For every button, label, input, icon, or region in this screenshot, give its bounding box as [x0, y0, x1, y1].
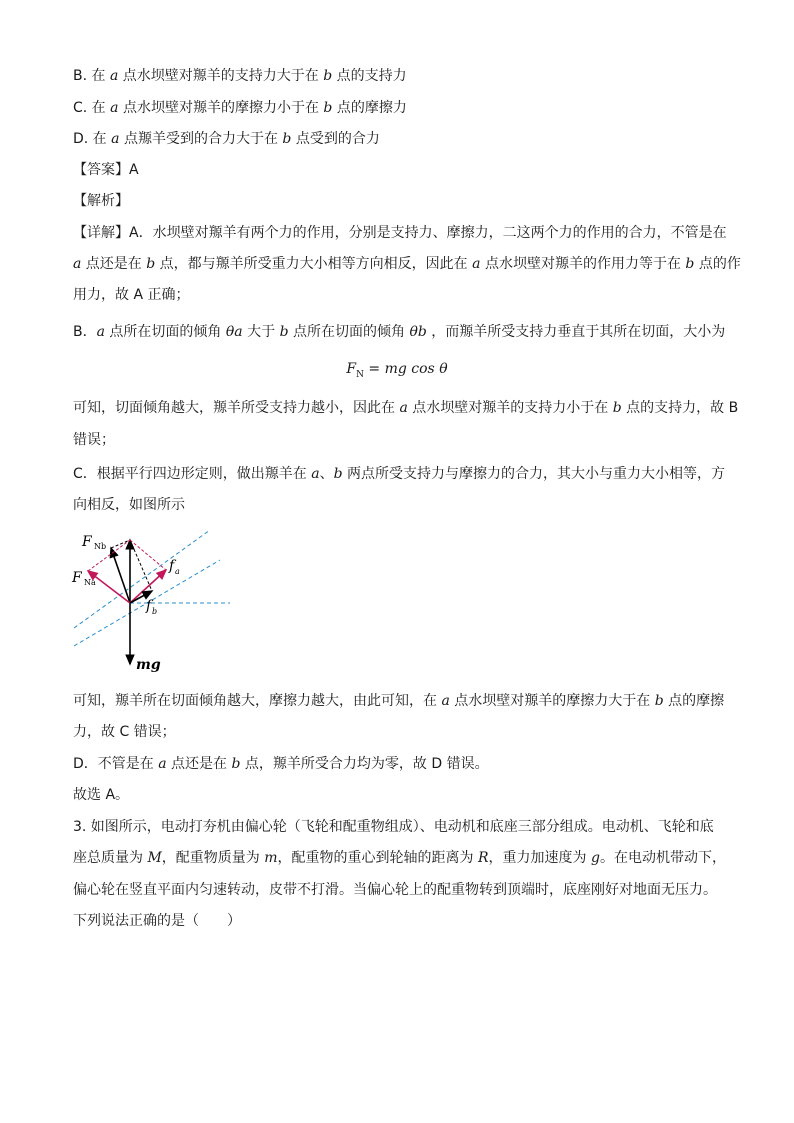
- var-a: a: [73, 256, 82, 272]
- theta-b: θb: [409, 324, 427, 340]
- text: 点水坝壁对羱羊的摩擦力大于在: [449, 693, 655, 709]
- var-a: a: [399, 400, 408, 416]
- force-diagram: [70, 528, 235, 678]
- label-f-b: f: [146, 598, 152, 614]
- var-a: a: [111, 131, 120, 147]
- var-b: b: [146, 256, 156, 272]
- text: 座总质量为: [73, 850, 148, 866]
- var-a: a: [472, 256, 481, 272]
- text: 点还是在: [166, 756, 232, 772]
- detail-line-2: [73, 254, 741, 274]
- var-b: b: [685, 256, 695, 272]
- detail-b-line-1: [73, 322, 725, 342]
- var-b: b: [323, 100, 333, 116]
- q3-line-2: [73, 848, 726, 868]
- var-a: a: [110, 100, 119, 116]
- option-d: [73, 129, 380, 149]
- var-a: a: [96, 324, 105, 340]
- var-m: m: [264, 850, 278, 866]
- formula-rest: = mg cos θ: [363, 361, 448, 377]
- var-a: a: [109, 68, 119, 84]
- var-a: a: [311, 466, 320, 482]
- text: 可知，切面倾角越大，羱羊所受支持力越小，因此在: [73, 400, 400, 416]
- text: 可知，羱羊所在切面倾角越大，摩擦力越大，由此可知，在: [73, 693, 442, 709]
- detail-c-line-3: [73, 691, 724, 711]
- text: 点的支持力，故 B: [621, 400, 739, 416]
- option-c-text: 点的摩擦力: [332, 100, 407, 116]
- var-a: a: [158, 756, 167, 772]
- analysis-title: 【解析】: [73, 193, 129, 209]
- text: ，配重物质量为: [161, 850, 265, 866]
- text: ，重力加速度为: [488, 850, 591, 866]
- label-b-sub: b: [152, 607, 158, 616]
- var-R: R: [477, 850, 489, 866]
- label-f-nb: F: [82, 534, 92, 550]
- var-b: b: [654, 693, 664, 709]
- option-d-text: D. 在: [73, 131, 112, 147]
- text: ，配重物的重心到轮轴的距离为: [277, 850, 478, 866]
- label-na-sub: Na: [84, 578, 96, 587]
- option-c-text: C. 在: [73, 100, 111, 116]
- formula-sub: N: [356, 369, 364, 380]
- formula-f: F: [346, 361, 357, 377]
- text: 、: [319, 466, 334, 482]
- q3-line-4: 下列说法正确的是（ ）: [73, 913, 241, 929]
- option-d-text: 点受到的合力: [291, 131, 380, 147]
- label-f-a: f: [169, 558, 175, 574]
- choose-line: 故选 A。: [73, 787, 130, 803]
- q3-line-3: 偏心轮在竖直平面内匀速转动，皮带不打滑。当偏心轮上的配重物转到顶端时，底座刚好对地面无压力。: [73, 882, 717, 898]
- var-b: b: [282, 131, 292, 147]
- option-c: [73, 98, 407, 118]
- label-f-na: F: [72, 570, 82, 586]
- var-b: b: [231, 756, 241, 772]
- option-c-text: 点水坝壁对羱羊的摩擦力小于在: [118, 100, 324, 116]
- var-b: b: [612, 400, 622, 416]
- var-b: b: [323, 68, 333, 84]
- text: 点，羱羊所受合力均为零，故 D 错误。: [240, 756, 489, 772]
- text: 点还是在: [81, 256, 147, 272]
- label-nb-sub: Nb: [94, 542, 107, 551]
- text: C．根据平行四边形定则，做出羱羊在: [73, 466, 312, 482]
- label-mg: mg: [136, 657, 161, 673]
- formula-fn: [0, 361, 794, 380]
- text: 大于: [242, 324, 280, 340]
- option-d-text: 点羱羊受到的合力大于在: [119, 131, 283, 147]
- var-g: g: [590, 850, 600, 866]
- detail-c-line-4: 力，故 C 错误；: [73, 724, 176, 740]
- text: 点所在切面的倾角: [288, 324, 410, 340]
- label-a-sub: a: [175, 567, 180, 576]
- detail-line-3: 用力，故 A 正确；: [73, 287, 190, 303]
- text: 点水坝壁对羱羊的作用力等于在: [480, 256, 686, 272]
- var-b: b: [279, 324, 289, 340]
- text: 点的摩擦: [663, 693, 725, 709]
- text: ，而羱羊所受支持力垂直于其所在切面，大小为: [426, 324, 726, 340]
- text: 点所在切面的倾角: [104, 324, 226, 340]
- option-b-text: B. 在: [73, 68, 110, 84]
- option-b-text: 点的支持力: [332, 68, 407, 84]
- detail-c-line-2: 向相反，如图所示: [73, 497, 185, 513]
- detail-d-line: [73, 754, 489, 774]
- q3-line-1: 3. 如图所示，电动打夯机由偏心轮（飞轮和配重物组成）、电动机和底座三部分组成。电动机、飞轮和底: [73, 819, 714, 835]
- detail-line-1: 【详解】A．水坝壁对羱羊有两个力的作用，分别是支持力、摩擦力，二这两个力的作用的合力，不管是在: [73, 225, 727, 241]
- text: D．不管是在: [73, 756, 159, 772]
- text: 两点所受支持力与摩擦力的合力，其大小与重力大小相等，方: [342, 466, 726, 482]
- var-a: a: [441, 693, 450, 709]
- theta-a: θa: [225, 324, 243, 340]
- var-M: M: [147, 850, 162, 866]
- detail-b-line-3: 错误；: [73, 432, 115, 448]
- text: 点，都与羱羊所受重力大小相等方向相反，因此在: [155, 256, 473, 272]
- option-b: [73, 66, 407, 86]
- answer-label: 【答案】A: [73, 162, 139, 178]
- dash-black-2: [130, 540, 152, 591]
- text: 。在电动机带动下，: [599, 850, 726, 866]
- text: B．: [73, 324, 97, 340]
- var-b: b: [333, 466, 343, 482]
- detail-b-line-2: [73, 398, 738, 418]
- text: 点的作: [694, 256, 741, 272]
- text: 点水坝壁对羱羊的支持力小于在: [407, 400, 613, 416]
- option-b-text: 点水坝壁对羱羊的支持力大于在: [118, 68, 324, 84]
- detail-c-line-1: [73, 464, 725, 484]
